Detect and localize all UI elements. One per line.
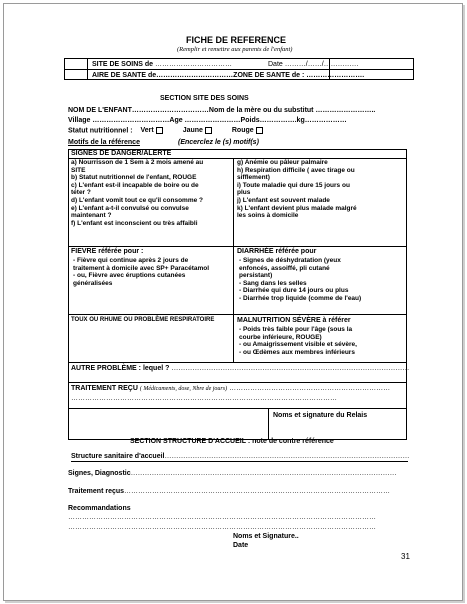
- danger-item: g) Anémie ou pâleur palmaire: [237, 159, 328, 166]
- signature-label[interactable]: Noms et Signature..: [233, 533, 299, 540]
- status-label: Statut nutritionnel :: [68, 127, 133, 135]
- aire-zone-label: AIRE DE SANTE de……………………………ZONE DE SANTE de : …………………….: [92, 72, 365, 79]
- diarrhee-item: - Sang dans les selles: [239, 279, 307, 287]
- motifs-hint: (Encerclez le (s) motif(s): [178, 139, 259, 146]
- structure-accueil-field[interactable]: Structure sanitaire d'accueil……………………………………………………………………………………………: [71, 453, 410, 460]
- danger-item: téter ?: [71, 189, 91, 197]
- status-jaune-checkbox[interactable]: [205, 127, 212, 134]
- date-field[interactable]: Date ………/……/……………: [268, 61, 359, 68]
- section-site-title: SECTION SITE DES SOINS: [160, 95, 249, 102]
- motifs-label: Motifs de la référence: [68, 139, 140, 146]
- patient-line-village[interactable]: Village ……………………………Age ……………………Poids…………….kg………………: [68, 117, 347, 124]
- malnutrition-title: MALNUTRITION SÉVÈRE à référer: [237, 317, 351, 324]
- danger-item: b) Statut nutritionnel de l'enfant, ROUGE: [71, 174, 197, 182]
- fievre-item: - Fièvre qui continue après 2 jours de: [73, 257, 189, 264]
- status-vert-checkbox[interactable]: [156, 127, 163, 134]
- section-accueil-title: SECTION STRUCTURE D'ACCUEIL : note de contre référence: [130, 438, 334, 445]
- recommandations-label: Recommandations: [68, 505, 131, 512]
- diarrhee-item: persistant): [239, 272, 273, 280]
- diarrhee-list: [239, 257, 361, 303]
- fievre-title: FIEVRE référée pour :: [71, 248, 144, 255]
- malnutrition-item: - ou Amaigrissement visible et sévère,: [239, 341, 357, 349]
- fievre-item: généralisées: [73, 279, 113, 287]
- toux-title: TOUX OU RHUME OU PROBLÈME RESPIRATOIRE: [71, 317, 215, 323]
- traitement-recu-line: ……………………………………………………………………………………………………: [71, 395, 337, 402]
- status-jaune-label: Jaune: [182, 127, 203, 135]
- danger-item: c) L'enfant est-il incapable de boire ou de: [71, 181, 199, 189]
- recommandations-line-2[interactable]: ……………………………………………………………………………………………………………………: [68, 524, 376, 531]
- fievre-item: traitement à domicile avec SP+ Paracétamol: [73, 264, 210, 272]
- danger-item: j) L'enfant est souvent malade: [237, 196, 330, 204]
- patient-line-name[interactable]: NOM DE L'ENFANT……………………………Nom de la mère ou du substitut ……………………..: [68, 107, 376, 114]
- page-number: 31: [401, 552, 410, 561]
- fievre-list: [73, 257, 209, 287]
- danger-item: SITE: [71, 166, 86, 174]
- diarrhee-item: - Diarrhée trop liquide (comme de l'eau): [239, 294, 362, 302]
- diarrhee-item: enfoncés, assoiffé, pli cutané: [239, 264, 330, 272]
- danger-title: SIGNES DE DANGER/ALERTE: [71, 150, 172, 157]
- page-subtitle: (Remplir et remettre aux parents de l'enfant): [177, 46, 293, 53]
- malnutrition-item: - ou Œdèmes aux membres inférieurs: [239, 348, 355, 356]
- site-label: SITE DE SOINS de ……………………………: [92, 61, 233, 68]
- danger-item: plus: [237, 189, 251, 197]
- status-rouge-checkbox[interactable]: [256, 127, 263, 134]
- danger-item: a) Nourrisson de 1 Sem à 2 mois amené au: [71, 159, 204, 166]
- recommandations-line-1[interactable]: ……………………………………………………………………………………………………………………: [68, 514, 376, 521]
- malnutrition-item: courbe inférieure, ROUGE): [239, 333, 322, 341]
- danger-left-list: [71, 159, 203, 227]
- danger-item: i) Toute maladie qui dure 15 jours ou: [237, 181, 350, 189]
- danger-item: h) Respiration difficile ( avec tirage ou: [237, 166, 355, 174]
- nutrition-status-row: [68, 127, 263, 135]
- status-vert-label: Vert: [140, 127, 154, 135]
- status-rouge-label: Rouge: [231, 127, 254, 135]
- signes-diagnostic-field[interactable]: Signes, Diagnostic……………………………………………………………………………………………………: [68, 470, 397, 477]
- diarrhee-title: DIARRHÉE référée pour: [237, 248, 317, 255]
- diarrhee-item: - Signes de déshydratation (yeux: [239, 257, 341, 264]
- danger-item: maintenant ?: [71, 212, 112, 220]
- danger-item: f) L'enfant est inconscient ou très affaibli: [71, 219, 198, 227]
- autre-probleme-field[interactable]: AUTRE PROBLÈME : lequel ? …………………………………………………………………………………………: [71, 365, 410, 372]
- page-title: FICHE DE REFERENCE: [186, 35, 287, 45]
- traitement-recu-field[interactable]: TRAITEMENT REÇU ( Médicaments, dose, Nbre de jours) ……………………………………………………………: [71, 385, 391, 392]
- fievre-item: - ou, Fièvre avec éruptions cutanées: [73, 272, 186, 280]
- date-label[interactable]: Date: [233, 542, 249, 549]
- diarrhee-item: - Diarrhée qui dure 14 jours ou plus: [239, 287, 349, 295]
- danger-right-list: [237, 159, 357, 220]
- danger-item: d) L'enfant vomit tout ce qu'il consomme ?: [71, 196, 204, 204]
- relais-signature-label: Noms et signature du Relais: [273, 412, 368, 419]
- danger-item: sifflement): [237, 174, 270, 182]
- danger-item: e) L'enfant a-t-il convulsé ou convulse: [71, 204, 189, 212]
- danger-item: les soins à domicile: [237, 212, 299, 220]
- malnutrition-item: - Poids très faible pour l'âge (sous la: [239, 326, 353, 333]
- traitements-recus-field[interactable]: Traitement reçus……………………………………………………………………………………………………: [68, 488, 391, 495]
- malnutrition-list: [239, 326, 357, 356]
- danger-item: k) L'enfant devient plus malade malgré: [237, 204, 357, 212]
